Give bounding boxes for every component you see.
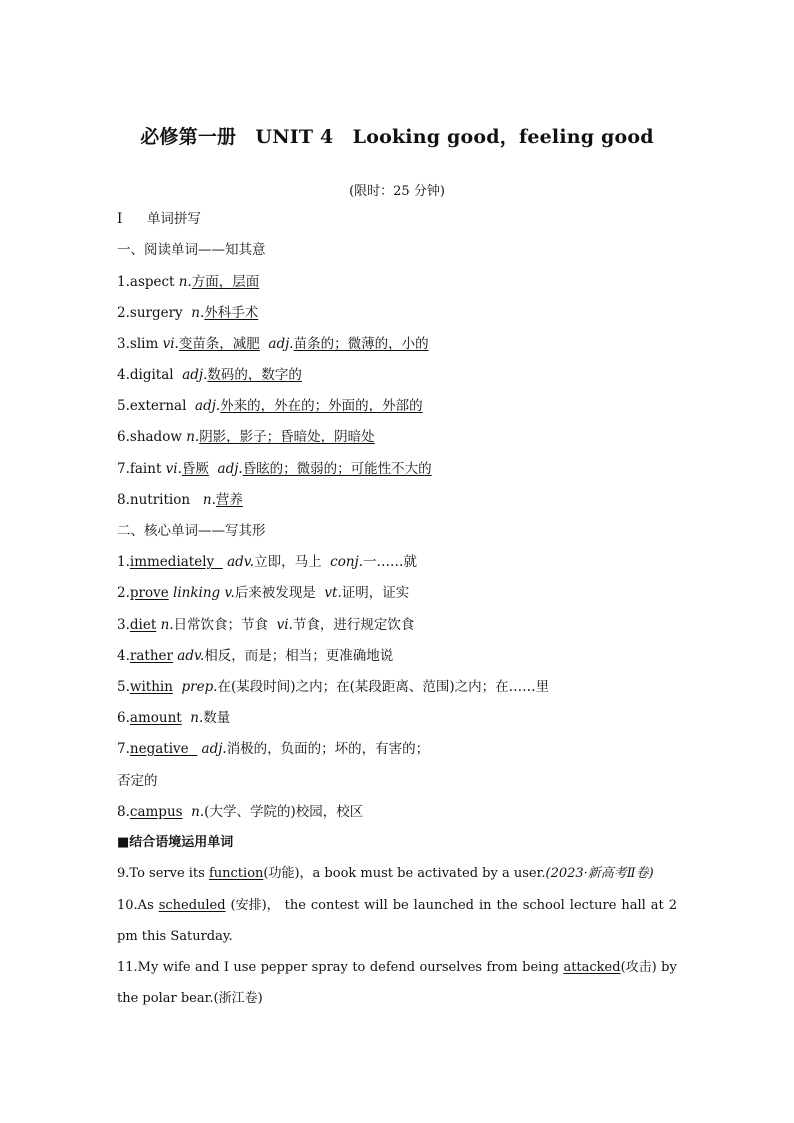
sentence-word: ourselves [419, 960, 483, 975]
list-item: 1.aspect n.方面，层面 [117, 274, 260, 290]
sentence-word: (安排)， [230, 898, 280, 913]
part1-heading: 一、阅读单词——知其意 [117, 242, 266, 258]
sentence-word: contest [310, 898, 360, 913]
list-item: 1.immediately adv.立即，马上 conj.一……就 [117, 554, 418, 570]
sentence-word: from [486, 960, 518, 975]
sentence-word: by [661, 960, 677, 975]
answer-word: prove [129, 585, 169, 601]
sentence-word: pepper [260, 960, 308, 975]
sentence-word: 2 [668, 898, 677, 913]
sentence-word: 10.As [117, 898, 154, 913]
sentence-word: use [233, 960, 257, 975]
list-item: 6.amount n.数量 [117, 710, 231, 726]
sentence-word: lecture [569, 898, 617, 913]
list-item: 3.diet n.日常饮食；节食 vi.节食，进行规定饮食 [117, 617, 415, 633]
part3-heading: ■结合语境运用单词 [117, 835, 234, 850]
answer-word: function [208, 866, 264, 881]
answer-word: immediately [129, 554, 215, 570]
sentence-word: 11.My [117, 960, 159, 975]
list-item: 7.negative adj.消极的，负面的；坏的，有害的； [117, 741, 430, 757]
sentence-11 [117, 959, 677, 977]
answer-word: campus [129, 804, 183, 820]
list-item: 4.digital adj.数码的，数字的 [117, 367, 302, 383]
sentence-word: the [496, 898, 518, 913]
sentence-word: being [522, 960, 560, 975]
sentence-10 [117, 897, 677, 915]
sentence-word: and [194, 960, 220, 975]
sentence-word: wife [162, 960, 191, 975]
sentence-word: to [352, 960, 366, 975]
section-label: 单词拼写 [146, 211, 201, 227]
answer-word: negative [129, 741, 189, 757]
answer-word: rather [129, 648, 173, 664]
list-item: 8.campus n.(大学、学院的)校园，校区 [117, 804, 364, 820]
section-heading [117, 210, 201, 228]
list-item: 7.faint vi.昏厥 adj.昏眩的；微弱的；可能性不大的 [117, 461, 432, 477]
sentence-word: be [392, 898, 409, 913]
list-item-continuation: 否定的 [117, 773, 158, 789]
list-item: 8.nutrition n.营养 [117, 492, 243, 508]
sentence-11-continuation: the polar bear.(浙江卷) [117, 991, 263, 1006]
list-item: 2.prove linking v.后来被发现是 vt.证明，证实 [117, 585, 410, 601]
list-item: 3.slim vi.变苗条，减肥 adj.苗条的；微薄的，小的 [117, 336, 429, 352]
answer-word: within [129, 679, 173, 695]
sentence-word: at [650, 898, 664, 913]
section-number: Ⅰ [117, 211, 123, 227]
answer-word: diet [129, 617, 157, 633]
sentence-word: defend [369, 960, 416, 975]
part2-heading: 二、核心单词——写其形 [117, 523, 266, 539]
list-item: 2.surgery n.外科手术 [117, 305, 259, 321]
sentence-word: the [284, 898, 306, 913]
list-item: 6.shadow n.阴影，影子；昏暗处，阴暗处 [117, 429, 375, 445]
list-item: 4.rather adv.相反，而是；相当；更准确地说 [117, 648, 394, 664]
answer-word: attacked(攻击) [563, 960, 657, 975]
sentence-word: in [478, 898, 492, 913]
list-item: 5.within prep.在(某段时间)之内；在(某段距离、范围)之内；在……里 [117, 679, 550, 695]
answer-word: scheduled [158, 898, 226, 913]
sentence-9: 9.To serve its function(功能)，a book must be activated by a user.(2023·新高考Ⅱ卷) [117, 866, 654, 881]
answer-word: amount [129, 710, 182, 726]
sentence-word: spray [311, 960, 348, 975]
time-limit: (限时：25 分钟) [349, 184, 445, 199]
sentence-word: hall [621, 898, 646, 913]
sentence-word: launched [413, 898, 474, 913]
sentence-word: I [223, 960, 229, 975]
sentence-word: school [522, 898, 565, 913]
page-title: 必修第一册 UNIT 4 Looking good，feeling good [140, 126, 654, 148]
sentence-word: will [364, 898, 388, 913]
list-item: 5.external adj.外来的，外在的；外面的，外部的 [117, 398, 423, 414]
sentence-10-continuation: pm this Saturday. [117, 929, 233, 944]
